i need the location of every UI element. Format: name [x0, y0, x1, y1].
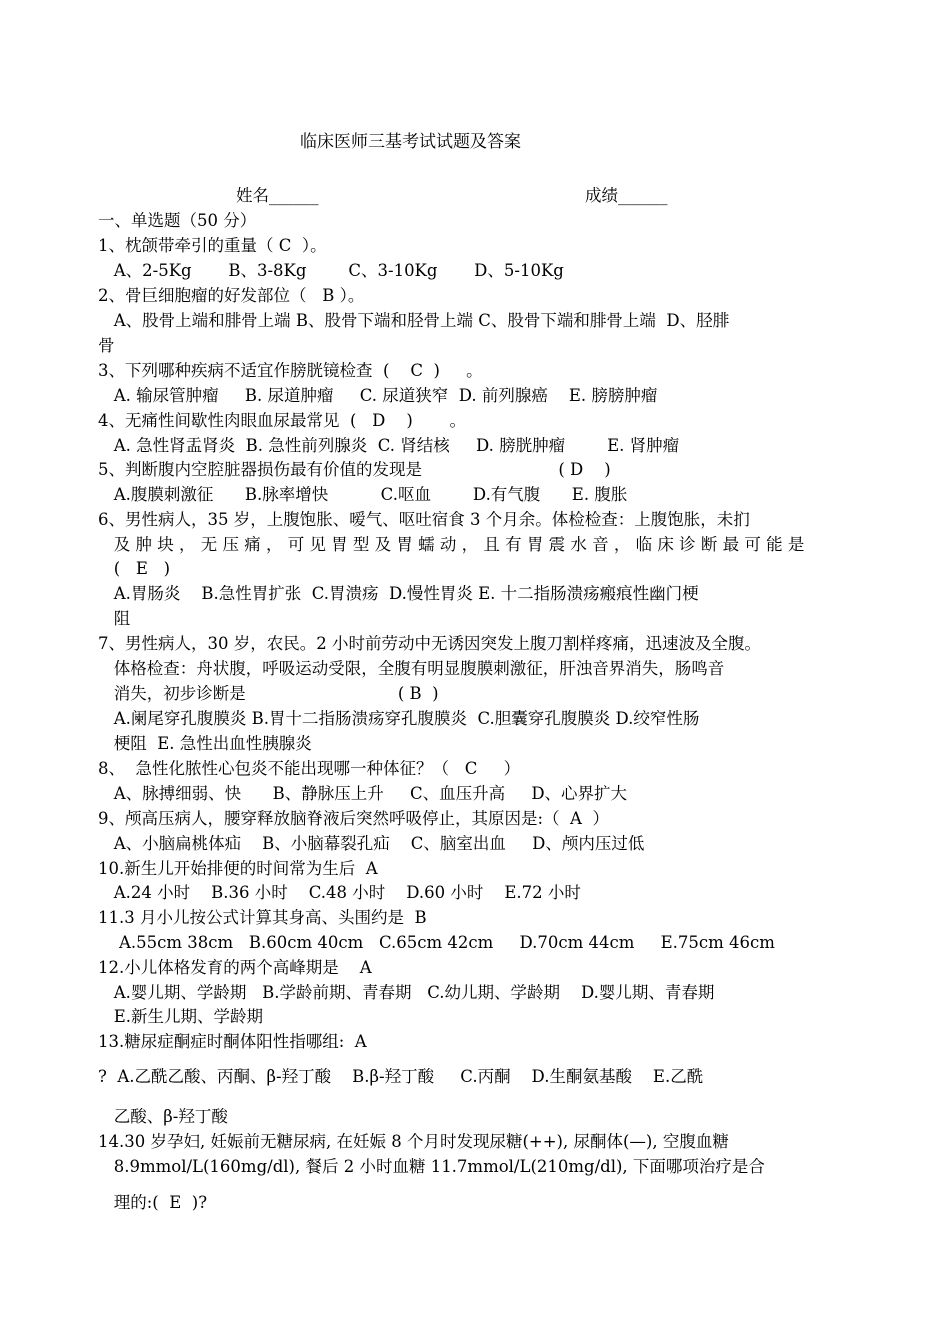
- question-line: A.55cm 38cm B.60cm 40cm C.65cm 42cm D.70cm 44cm E.75cm 46cm: [98, 933, 775, 952]
- question-line: A、股骨上端和腓骨上端 B、股骨下端和胫骨上端 C、股骨下端和腓骨上端 D、胫腓: [98, 311, 730, 330]
- question-line: 11.3 月小儿按公式计算其身高、头围约是 B: [98, 908, 427, 927]
- question-line: 8、 急性化脓性心包炎不能出现哪一种体征？（ C ）: [98, 759, 521, 778]
- question-line: E.新生儿期、学龄期: [98, 1007, 264, 1026]
- question-line: 1、枕颌带牵引的重量（ C ）。: [98, 236, 327, 255]
- page-title: 临床医师三基考试试题及答案: [300, 132, 521, 152]
- question-line: A.胃肠炎 B.急性胃扩张 C.胃溃疡 D.慢性胃炎 E. 十二指肠溃疡瘢痕性幽门梗: [98, 584, 699, 603]
- question-line: A. 输尿管肿瘤 B. 尿道肿瘤 C. 尿道狭窄 D. 前列腺癌 E. 膀膀肿瘤: [98, 386, 658, 405]
- question-line: 骨: [98, 336, 115, 355]
- question-line: 8.9mmol/L(160mg/dl), 餐后 2 小时血糖 11.7mmol/L(210mg/dl), 下面哪项治疗是合: [98, 1157, 765, 1176]
- question-line: 体格检查：舟状腹，呼吸运动受限，全腹有明显腹膜刺激征，肝浊音界消失，肠鸣音: [98, 659, 725, 678]
- question-line: 2、骨巨细胞瘤的好发部位（ B ）。: [98, 286, 365, 305]
- question-line: 12.小儿体格发育的两个高峰期是 A: [98, 958, 372, 977]
- question-line: A、小脑扁桃体疝 B、小脑幕裂孔疝 C、脑室出血 D、颅内压过低: [98, 834, 645, 853]
- score-field-label: 成绩______: [585, 186, 668, 205]
- question-line: 13.糖尿症酮症时酮体阳性指哪组: A: [98, 1032, 367, 1051]
- question-line: A.阑尾穿孔腹膜炎 B.胃十二指肠溃疡穿孔腹膜炎 C.胆囊穿孔腹膜炎 D.绞窄性肠: [98, 709, 700, 728]
- question-line: A.24 小时 B.36 小时 C.48 小时 D.60 小时 E.72 小时: [98, 883, 581, 902]
- question-line: 乙酸、β-羟丁酸: [98, 1107, 228, 1126]
- question-line: 梗阻 E. 急性出血性胰腺炎: [98, 734, 312, 753]
- question-line: 阻: [98, 609, 131, 628]
- question-line: A、脉搏细弱、快 B、静脉压上升 C、血压升高 D、心界扩大: [98, 784, 628, 803]
- question-line: 6、男性病人，35 岁，上腹饱胀、嗳气、呕吐宿食 3 个月余。体检检查：上腹饱胀，未扪: [98, 510, 750, 529]
- question-line: 消失，初步诊断是 ( B ): [98, 684, 439, 703]
- question-line: 5、判断腹内空腔脏器损伤最有价值的发现是 ( D ): [98, 460, 611, 479]
- question-line: A. 急性肾盂肾炎 B. 急性前列腺炎 C. 肾结核 D. 膀胱肿瘤 E. 肾肿瘤: [98, 436, 680, 455]
- question-line: ? A.乙酰乙酸、丙酮、β-羟丁酸 B.β-羟丁酸 C.丙酮 D.生酮氨基酸 E.乙酰: [98, 1067, 704, 1086]
- question-line: A.腹膜刺激征 B.脉率增快 C.呕血 D.有气腹 E. 腹胀: [98, 485, 628, 504]
- question-line: 理的:( E )?: [98, 1193, 208, 1212]
- question-line: 3、下列哪种疾病不适宜作膀胱镜检查 ( C ) 。: [98, 361, 483, 380]
- question-line: ( E ): [98, 559, 171, 578]
- question-line: 14.30 岁孕妇, 妊娠前无糖尿病, 在妊娠 8 个月时发现尿糖(++), 尿酮体(—), 空腹血糖: [98, 1132, 729, 1151]
- question-line: 4、无痛性间歇性肉眼血尿最常见 ( D ) 。: [98, 411, 467, 430]
- question-line: 9、颅高压病人，腰穿释放脑脊液后突然呼吸停止，其原因是:（ A ）: [98, 809, 609, 828]
- question-line: A.婴儿期、学龄期 B.学龄前期、青春期 C.幼儿期、学龄期 D.婴儿期、青春期: [98, 983, 715, 1002]
- section-heading: 一、单选题（50 分）: [98, 211, 257, 230]
- question-line: 及 肿 块 ， 无 压 痛 ， 可 见 胃 型 及 胃 蠕 动 ， 且 有 胃 震 水 音 ， 临 床 诊 断 最 可 能 是: [98, 535, 805, 554]
- question-line: 7、男性病人，30 岁，农民。2 小时前劳动中无诱因突发上腹刀割样疼痛，迅速波及全腹。: [98, 634, 761, 653]
- question-line: 10.新生儿开始排便的时间常为生后 A: [98, 859, 378, 878]
- name-field-label: 姓名______: [236, 186, 319, 205]
- question-line: A、2-5Kg B、3-8Kg C、3-10Kg D、5-10Kg: [98, 261, 564, 280]
